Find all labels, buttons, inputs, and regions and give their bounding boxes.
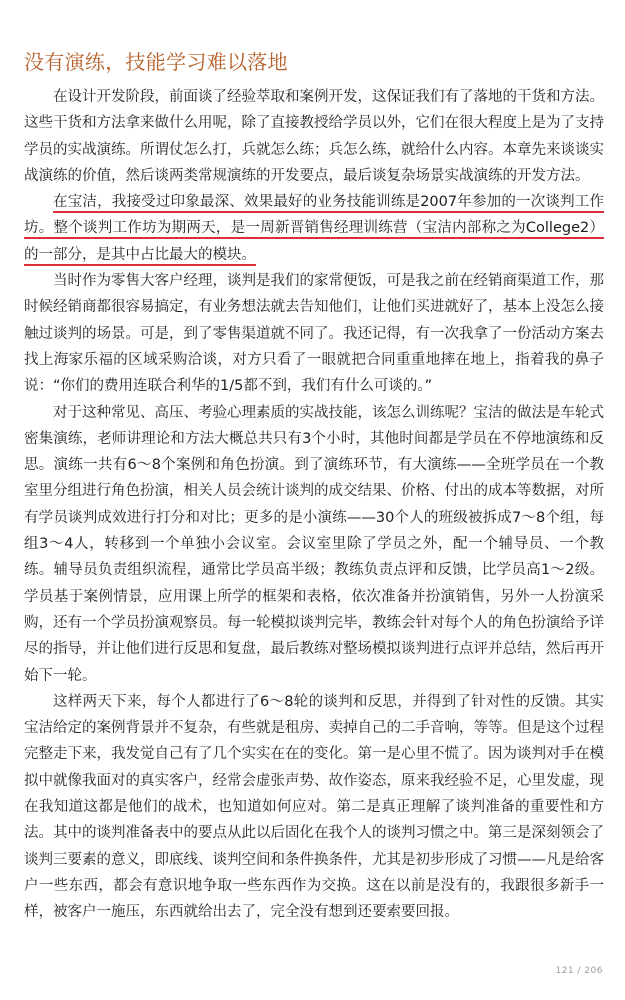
paragraph-training-method: 对于这种常见、高压、考验心理素质的实战技能，该怎么训练呢？宝洁的做法是车轮式密集演练，老师讲理论和方法大概总共只有3个小时，其他时间都是学员在不停地演练和反思。演练一共有6～8个案例和角色扮演。到了演练环节，有大演练——全班学员在一个教室里分组进行角色扮演，相关人员会统计谈判的成交结果、价格、付出的成本等数据，对所有学员谈判成效进行打分和对比；更多的是小演练——30个人的班级被拆成7～8个组，每组3～4人，转移到一个单独小会议室。会议室里除了学员之外，配一个辅导员、一个教练。辅导员负责组织流程，通常比学员高半级；教练负责点评和反馈，比学员高1～2级。学员基于案例情景，应用课上所学的框架和表格，依次准备并扮演销售，另外一人扮演采购，还有一个学员扮演观察员。每一轮模拟谈判完毕，教练会针对每个人的角色扮演给予详尽的指导，并让他们进行反思和复盘，最后教练对整场模拟谈判进行点评并总结，然后再开始下一轮。: [24, 404, 604, 684]
paragraph-reflection: 这样两天下来，每个人都进行了6～8轮的谈判和反思，并得到了针对性的反馈。其实宝洁给定的案例背景并不复杂，有些就是租房、卖掉自己的二手音响，等等。但是这个过程完整走下来，我发觉自己有了几个实实在在的变化。第一是心里不慌了。因为谈判对手在模拟中就像我面对的真实客户，经常会虚张声势、故作姿态，原来我经验不足，心里发虚，现在我知道这都是他们的战术，也知道如何应对。第二是真正理解了谈判准备的重要性和方法。其中的谈判准备表中的要点从此以后固化在我个人的谈判习惯之中。第三是深刻领会了谈判三要素的意义，即底线、谈判空间和条件换条件，尤其是初步形成了习惯——凡是给客户一些东西，都会有意识地争取一些东西作为交换。这在以前是没有的，我跟很多新手一样，被客户一施压，东西就给出去了，完全没有想到还要索要回报。: [24, 693, 604, 921]
highlighted-text[interactable]: 在宝洁，我接受过印象最深、效果最好的业务技能训练是2007年参加的一次谈判工作坊。整个谈判工作坊为期两天，是一周新晋销售经理训练营（宝洁内部称之为College2）的一部分，是其中占比最大的模块。: [24, 194, 604, 263]
section-heading: 没有演练，技能学习难以落地: [24, 50, 288, 74]
paragraph-intro: 在设计开发阶段，前面谈了经验萃取和案例开发，这保证我们有了落地的干货和方法。这些干货和方法拿来做什么用呢，除了直接教授给学员以外，它们在很大程度上是为了支持学员的实战演练。所谓仗怎么打，兵就怎么练；兵怎么练，就给什么内容。本章先来谈谈实战演练的价值，然后谈两类常规演练的开发要点，最后谈复杂场景实战演练的开发方法。: [24, 89, 604, 184]
paragraph-story: 当时作为零售大客户经理，谈判是我们的家常便饭，可是我之前在经销商渠道工作，那时候经销商都很容易搞定，有业务想法就去告知他们，让他们买进就好了，基本上没怎么接触过谈判的场景。可是，到了零售渠道就不同了。我还记得，有一次我拿了一份活动方案去找上海家乐福的区域采购洽谈，对方只看了一眼就把合同重重地摔在地上，指着我的鼻子说：“你们的费用连联合利华的1/5都不到，我们有什么可谈的。”: [24, 273, 604, 395]
body-text: [24, 84, 604, 926]
page-indicator: 121 / 206: [555, 966, 603, 976]
paragraph-highlighted[interactable]: [24, 189, 604, 268]
